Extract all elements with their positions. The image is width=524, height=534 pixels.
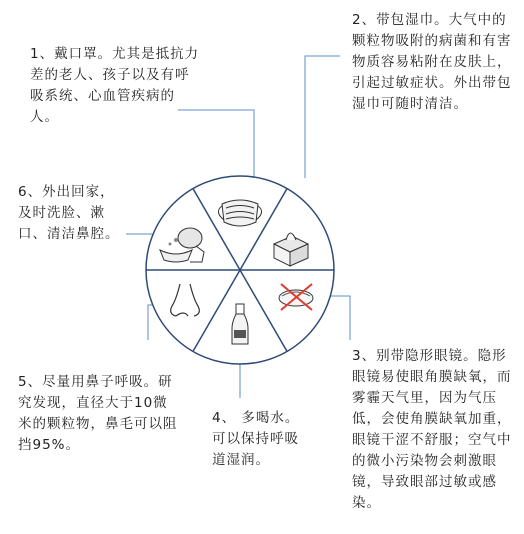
tip-6-text: 6、外出回家，及时洗脸、漱口、清洁鼻腔。 — [18, 184, 120, 242]
tip-5-text: 5、尽量用鼻子呼吸。研究发现，直径大于10微米的颗粒物，鼻毛可以阻挡95%。 — [18, 374, 178, 453]
tip-2-text: 2、带包湿巾。大气中的颗粒物吸附的病菌和有害物质容易粘附在皮肤上，引起过敏症状。外出带包湿巾可随时清洁。 — [352, 12, 512, 112]
tip-4-text: 4、 多喝水。可以保持呼吸道湿润。 — [212, 410, 300, 468]
mask-icon — [218, 200, 261, 226]
tip-1-text: 1、戴口罩。尤其是抵抗力差的老人、孩子以及有呼吸系统、心血管疾病的人。 — [30, 46, 200, 125]
tip-3-text: 3、别带隐形眼镜。隐形眼镜易使眼角膜缺氧，而雾霾天气里，因为气压低，会使角膜缺氧加重，眼镜干涩不舒服；空气中的微小污染物会刺激眼镜，导致眼部过敏或感染。 — [352, 348, 512, 511]
connector-tip2 — [305, 56, 340, 178]
